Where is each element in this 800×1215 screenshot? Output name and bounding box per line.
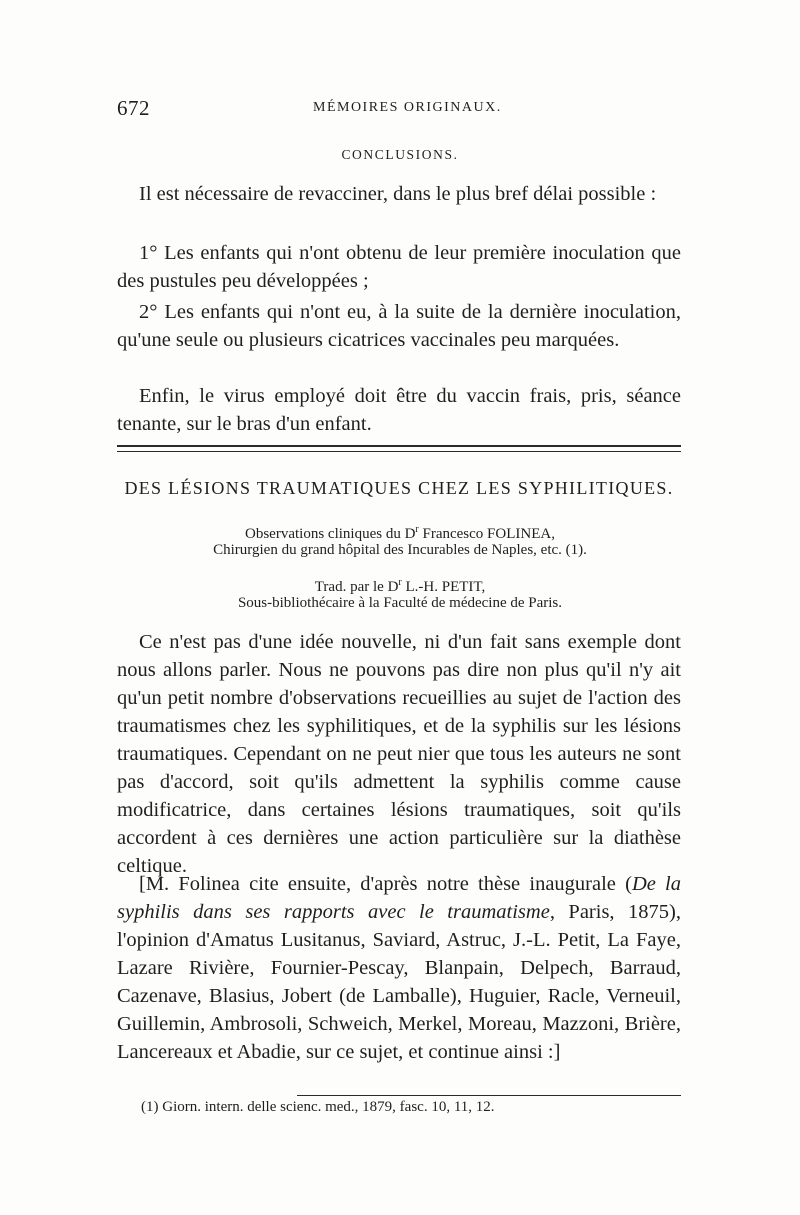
byline-translator-role: Sous-bibliothécaire à la Faculté de médecine de Paris. bbox=[237, 595, 563, 611]
article-paragraph-1: Ce n'est pas d'une idée nouvelle, ni d'un fait sans exemple dont nous allons parler. Nous ne pouvons pas dire non plus qu'il n'y ait qu'un petit nombre d'observations recueillies au sujet de l'action des traumatismes chez les syphilitiques, et de la syphilis sur les lésions traumatiques. Cependant on ne peut nier que tous les auteurs ne sont pas d'accord, soit qu'ils admettent la syphilis comme cause modificatrice, dans certaines lésions traumatiques, soit qu'ils accordent à ces dernières une action particulière sur la diathèse celtique. bbox=[117, 631, 681, 877]
page-header bbox=[117, 96, 687, 122]
byline-author-sup: r bbox=[415, 524, 419, 535]
byline-translator-sup: r bbox=[398, 577, 402, 588]
article-paragraph-2-end: , Paris, 1875), l'opinion d'Amatus Lusitanus, Saviard, Astruc, J.-L. Petit, La Faye, Lazare Rivière, Fournier-Pescay, Blanpain, Delpech, Barraud, Cazenave, Blasius, Jobert (de Lamballe), Huguier, Racle, Verneuil, Guillemin, Ambrosoli, Schweich, Merkel, Moreau, Mazzoni, Brière, Lancereaux et Abadie, sur ce sujet, et continue ainsi :] bbox=[117, 901, 681, 1063]
byline-author-name: Francesco FOLINEA, bbox=[418, 526, 555, 542]
section-divider-top bbox=[117, 445, 681, 447]
page-number: 672 bbox=[117, 96, 150, 120]
conclusion-paragraph-1: Il est nécessaire de revacciner, dans le plus bref délai possible : bbox=[139, 183, 657, 205]
cited-thesis-title: De la syphilis dans ses rapports avec le traumatisme bbox=[117, 873, 681, 923]
conclusion-paragraph-3: 2° Les enfants qui n'ont eu, à la suite de la dernière inoculation, qu'une seule ou plusieurs cicatrices vaccinales peu marquées. bbox=[117, 301, 681, 351]
conclusion-paragraph-4: Enfin, le virus employé doit être du vaccin frais, pris, séance tenante, sur le bras d'un enfant. bbox=[117, 385, 681, 435]
footnote: (1) Giorn. intern. delle scienc. med., 1879, fasc. 10, 11, 12. bbox=[141, 1099, 495, 1115]
byline-author-role: Chirurgien du grand hôpital des Incurables de Naples, etc. (1). bbox=[213, 542, 587, 558]
article-paragraph-2-start: [M. Folinea cite ensuite, d'après notre thèse inaugurale ( bbox=[139, 873, 632, 895]
conclusion-paragraph-2: 1° Les enfants qui n'ont obtenu de leur première inoculation que des pustules peu développées ; bbox=[117, 242, 681, 292]
section-divider-bottom bbox=[117, 451, 681, 452]
running-title: MÉMOIRES ORIGINAUX. bbox=[313, 100, 502, 115]
section-heading: CONCLUSIONS. bbox=[341, 147, 459, 162]
article-paragraph-2 bbox=[117, 870, 681, 1066]
byline-translator-name: L.-H. PETIT, bbox=[401, 579, 486, 595]
byline-translator-prefix: Trad. par le D bbox=[314, 579, 399, 595]
byline-author-prefix: Observations cliniques du D bbox=[245, 526, 416, 542]
footnote-rule bbox=[297, 1095, 681, 1096]
article-title: DES LÉSIONS TRAUMATIQUES CHEZ LES SYPHILITIQUES. bbox=[124, 478, 674, 498]
